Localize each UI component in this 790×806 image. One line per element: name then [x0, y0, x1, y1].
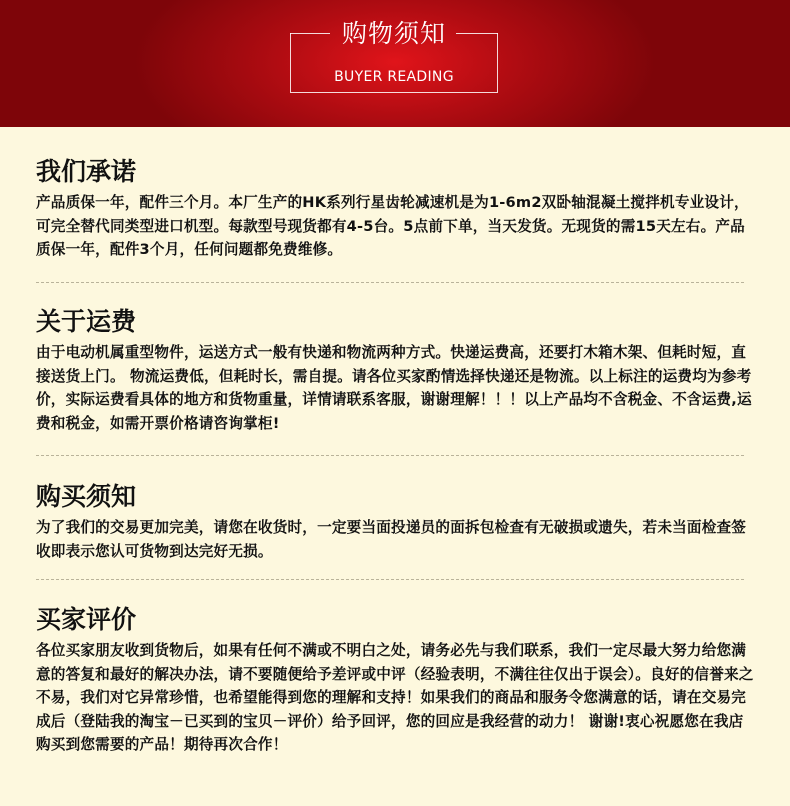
- banner-title: 购物须知: [341, 19, 446, 48]
- section-buyer-review: [36, 603, 756, 757]
- banner-subtitle: BUYER READING: [334, 69, 454, 85]
- section-heading: 我们承诺: [36, 157, 137, 186]
- section-body: 为了我们的交易更加完美，请您在收货时，一定要当面投递员的面拆包检查有无破损或遗失，若未当面检查签收即表示您认可货物到达完好无损。: [36, 519, 747, 560]
- section-body: 产品质保一年，配件三个月。本厂生产的HK系列行星齿轮减速机是为1-6m2双卧轴混凝土搅拌机专业设计，可完全替代同类型进口机型。每款型号现货都有4-5台。5点前下单，当天发货。无现货的需15天左右。产品质保一年，配件3个月，任何问题都免费维修。: [36, 194, 749, 258]
- section-divider: [36, 455, 744, 456]
- section-divider: [36, 282, 744, 283]
- section-heading: 买家评价: [36, 605, 137, 634]
- section-heading: 关于运费: [36, 307, 137, 336]
- section-promise: [36, 155, 756, 262]
- section-shipping: [36, 305, 756, 435]
- header-banner: [0, 0, 790, 127]
- section-heading: 购买须知: [36, 482, 137, 511]
- section-divider: [36, 579, 744, 580]
- section-purchase-notice: [36, 480, 756, 563]
- section-body: 各位买家朋友收到货物后，如果有任何不满或不明白之处，请务必先与我们联系，我们一定尽最大努力给您满意的答复和最好的解决办法，请不要随便给予差评或中评（经验表明，不满往往仅出于误会）。良好的信誉来之不易，我们对它异常珍惜，也希望能得到您的理解和支持！如果我们的商品和服务令您满意的话，请在交易完成后（登陆我的淘宝－已买到的宝贝－评价）给予回评，您的回应是我经营的动力！ 谢谢!衷心祝愿您在我店购买到您需要的产品！期待再次合作！: [36, 642, 754, 753]
- section-body: 由于电动机属重型物件，运送方式一般有快递和物流两种方式。快递运费高，还要打木箱木架、但耗时短，直接送货上门。 物流运费低，但耗时长，需自提。请各位买家酌情选择快递还是物流。以上标注的运费均为参考价，实际运费看具体的地方和货物重量，详情请联系客服，谢谢理解！！！以上产品均不含税金、不含运费,运费和税金，如需开票价格请咨询掌柜!: [36, 344, 752, 432]
